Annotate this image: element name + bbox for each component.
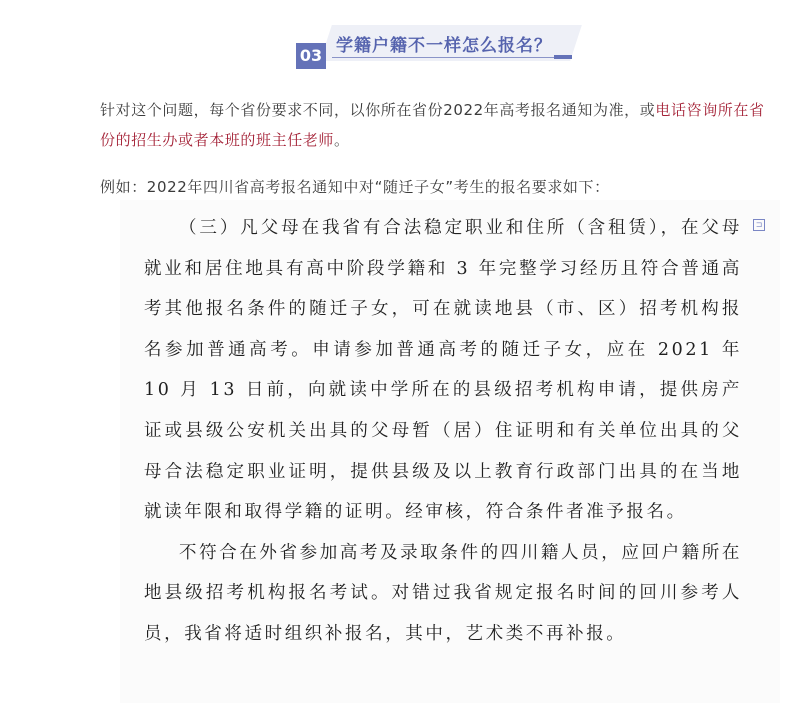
intro-paragraph [100, 95, 780, 155]
title-underline [332, 57, 554, 58]
document-paragraph-2: 不符合在外省参加高考及录取条件的四川籍人员，应回户籍所在地县级招考机构报名考试。对错过我省规定报名时间的回川参考人员，我省将适时组织补报名，其中，艺术类不再补报。 [144, 542, 742, 644]
intro-highlight: 电话咨询所在省份的招生办或者本班的班主任老师 [100, 101, 765, 149]
intro-text: 针对这个问题，每个省份要求不同，以你所在省份2022年高考报名通知为准，或 [100, 101, 656, 119]
section-title: 学籍户籍不一样怎么报名？ [336, 36, 552, 56]
example-lead: 例如：2022年四川省高考报名通知中对“随迁子女”考生的报名要求如下： [100, 178, 610, 196]
document-scan-image [120, 200, 780, 703]
document-text [144, 208, 742, 655]
section-header [296, 25, 596, 75]
expand-icon[interactable]: ⊐ [753, 219, 765, 231]
intro-text-end: 。 [334, 131, 350, 149]
title-dash-accent [554, 55, 572, 59]
document-paragraph-1: （三）凡父母在我省有合法稳定职业和住所（含租赁），在父母就业和居住地具有高中阶段学籍和 3 年完整学习经历且符合普通高考其他报名条件的随迁子女，可在就读地县（市、区）招考机构报名参加普通高考。申请参加普通高考的随迁子女，应在 2021 年 10 月 13 日前，向就读中学所在的县级招考机构申请，提供房产证或县级公安机关出具的父母暂（居）住证明和有关单位出具的父母合法稳定职业证明，提供县级及以上教育行政部门出具的在当地就读年限和取得学籍的证明。经审核，符合条件者准予报名。 [144, 218, 742, 523]
section-number-badge: 03 [296, 43, 326, 69]
